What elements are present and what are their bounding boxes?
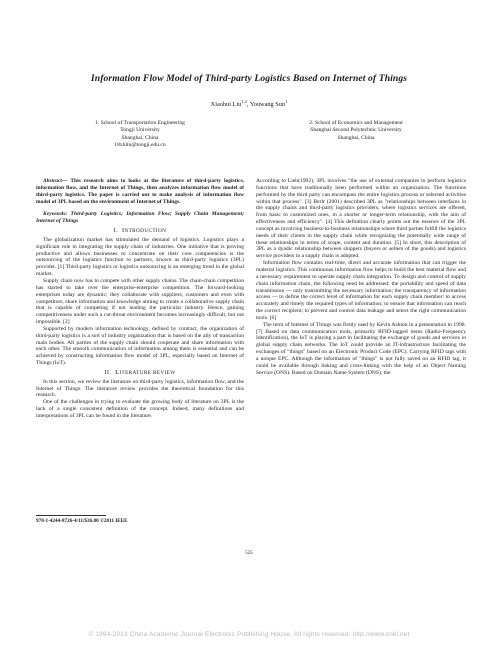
page-number: 525	[245, 550, 253, 556]
author-line	[0, 98, 498, 108]
author-email: 18xhliu@tongji.edu.cn	[114, 141, 166, 148]
footnote-rule	[36, 515, 106, 516]
affiliation-line: Shanghai Second Polytechnic University	[310, 127, 402, 134]
paragraph: The globalization market has stimulated the demand of logistics. Logistics plays a significant role in integrating the supply chain of industries. One initiative that is proving productive and allows businesses to concentrate on their core competencies is the outsourcing of the logistics function to partners, known as third-party logistics (3PL) provider. [1] Third-party logistics or logistics outsourcing is an emerging trend in the global market.	[36, 236, 244, 278]
section-number: II.	[104, 368, 112, 376]
paragraph: In this section, we review the literature on third-party logistics, information flow, and the Internet of Things. The literature review provides the theoretical foundation for this research.	[36, 378, 244, 399]
section-heading-introduction	[36, 228, 244, 235]
abstract	[36, 178, 244, 205]
author-2: Youwang Sun	[249, 101, 286, 108]
paragraph: Information flow contains real-time, direct and accurate information that can trigger the material logistics. This continuous information flow helps to build the best material flow and a necessary requirement to operate supply chain integration. To design and control of supply chain information chain, the following need be addressed: the portability and speed of data transmission — only transmitting the necessary information; the transparency of information access — to define the correct level of information for each supply chain member: to access accurately and timely the required types of information; to ensure that information can reach the correct recipient; to prevent and control data leakage and select the right communication tools. [6]	[256, 260, 466, 321]
paper-title: Information Flow Model of Third-party Logistics Based on Internet of Things	[90, 73, 408, 84]
author-1-affil-marks: 1,2	[241, 98, 247, 104]
affiliation-line: Shanghai, China	[337, 134, 375, 141]
paragraph: One of the challenges in trying to evaluate the growing body of literature on 3PL is the lack of a single consistent definition of the concept. Indeed, many definitions and interpretations of 3PL can be found in the literature.	[36, 399, 244, 419]
keywords: Keywords: Third-party Logistics; Information Flow; Supply Chain Management; Internet of Things	[36, 211, 244, 225]
affiliation-1	[40, 120, 240, 149]
section-number: I.	[113, 227, 119, 235]
section-title-initial: L	[115, 368, 120, 376]
cnki-watermark: © 1994-2013 China Academic Journal Electronic Publishing House. All rights reserved. http://www.cnki.net	[88, 631, 410, 638]
affiliation-line: 1. School of Transportation Engineering	[95, 120, 185, 126]
copyright-isbn: 978-1-4244-8726-4/11/$26.00 ©2011 IEEE	[36, 518, 128, 524]
section-title-rest: ITERATURE REVIEW	[119, 369, 176, 376]
paragraph: Supply chain now has to compete with other supply chains. The chain-chain competition has started to take over the enterprise-enterprise competition. The forward-looking enterprises today are dynamic; they collaborate with suppliers, customers and even with competitors, share information and knowledge aiming to create a collaborative supply chain that is capable of competing if not leading the particular industry. Hence, gaining competitiveness under such a cut-throat environment becomes increasingly difficult, but not impossible. [2]	[36, 277, 244, 326]
abstract-label: Abstract	[43, 178, 62, 184]
affiliation-line: Shanghai, China	[121, 134, 159, 141]
author-separator: ,	[246, 101, 250, 108]
author-2-affil-marks: 1	[285, 98, 288, 104]
affiliation-line: 2. School of Economics and Management	[309, 120, 403, 126]
section-title-initial: I	[121, 227, 125, 235]
affiliation-line: Tongji University	[120, 127, 160, 134]
section-title-rest: NTRODUCTION	[124, 228, 167, 235]
paragraph: The term of Internet of Things was firstly used by Kevin Ashton in a presentation in 1998. [7] Based on data communication tools, primarily RFID-tagged items (Radio-Frequency Identification), the IoT is playing a part in facilitating the exchange of goods and services in global supply chain networks. The IoT could provide an IT-infrastructure facilitating the exchanges of "things" based on an Electronic Product Code (EPC). Carrying RFID tags with a unique EPC. Although the information of "things" is not fully saved on an RFID tag, it could be available through linking and cross-linking with the help of an Object Naming Service (ONS). Based on Domain Name System (DNS), the	[256, 321, 466, 376]
affiliation-2	[256, 120, 456, 142]
left-column	[36, 178, 244, 420]
abstract-text: — This research aims to looks at the literature of third-party logistics, information flow, and the Internet of Things, then analyzes information flow model of third-party logistics. The paper is carried out to make analysis of information flow model of 3PL based on the environment of Internet of Things.	[36, 178, 244, 205]
right-column	[256, 178, 466, 376]
section-heading-literature-review	[36, 370, 244, 377]
author-1: Xiaohui Liu	[210, 101, 242, 108]
paragraph: Supported by modern information technology, defined by contract, the organization of third-party logistics is a sort of industry organization that is based on the ally of transaction main bodies. All parties of the supply chain should cooperate and share information with each other. The smooth communication of information among them is essential and can be achieved by constructing information flow model of 3PL, especially based on Internet of Things (IoT).	[36, 325, 244, 367]
paragraph: According to Lieb(1992), 3PL involves "the use of external companies to perform logistics functions that have traditionally been performed within an organization. The functions performed by the third party can encompass the entire logistics process or selected activities within that process". [3] Berlr (2001) described 3PL as "relationships between interfaces in the supply chains and third-party logistics providers, where logistics services are offered, from basic to customized ones, in a shorter or longer-term relationship, with the aim of effectiveness and efficiency". [4] This definition clearly points out the essence of the 3PL concept as involving business-to-business relationships where third parties fulfill the logistics needs of their clients in the supply chain while recognizing the potentially wide range of these relationships in terms of scope, content and duration. [5] In short, this description of 3PL as a dyadic relationship between shippers (buyers or sellers of the goods) and logistics service providers in a supply chain is adopted.	[256, 178, 466, 260]
